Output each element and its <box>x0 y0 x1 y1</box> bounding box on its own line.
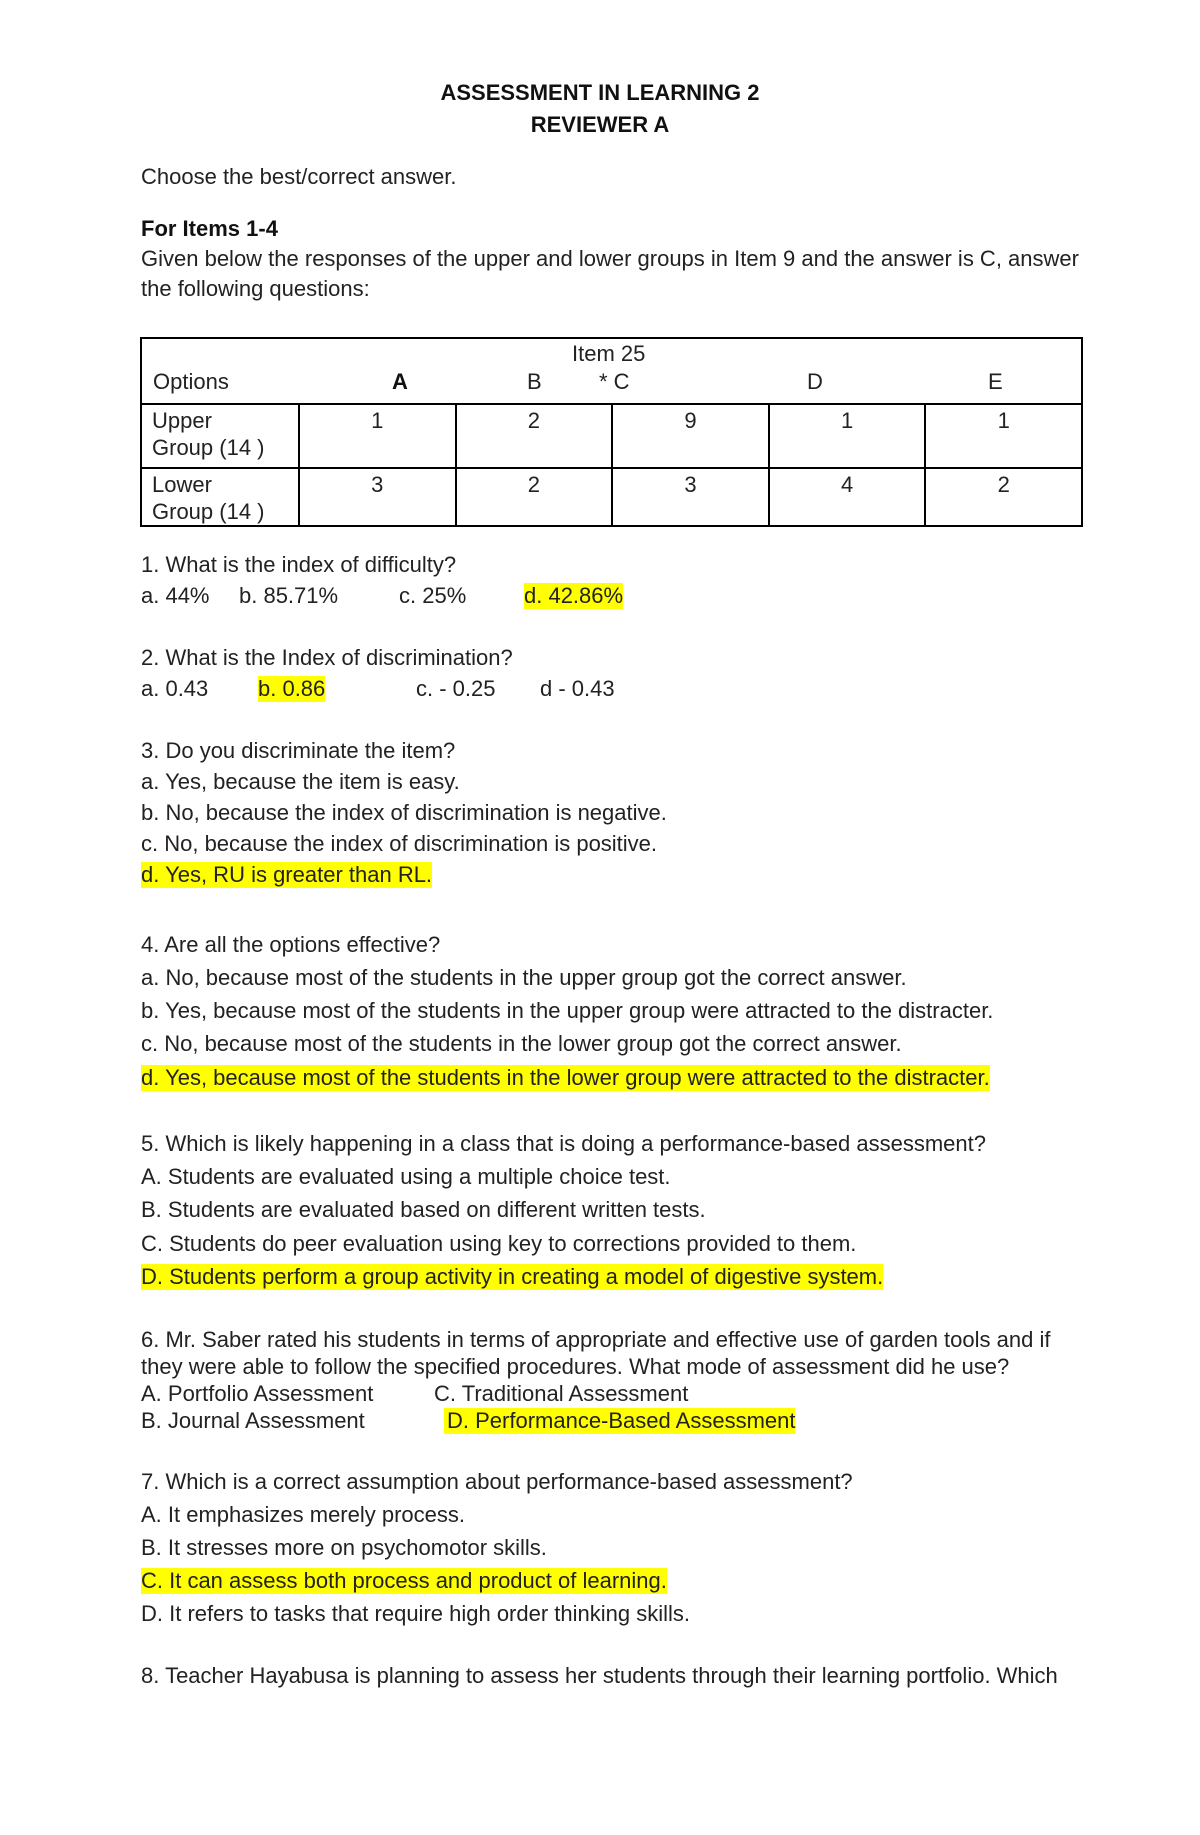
table-header-row <box>141 338 1082 404</box>
cell-upper-b: 2 <box>456 404 613 468</box>
row-label-lower: Lower Group (14 ) <box>141 468 299 526</box>
column-header-a: A <box>392 369 408 394</box>
q3-option-b: b. No, because the index of discrimination is negative. <box>141 800 667 825</box>
q7-option-b: B. It stresses more on psychomotor skills. <box>141 1535 547 1560</box>
table-row <box>141 468 1082 526</box>
column-header-e: E <box>988 369 1003 394</box>
cell-upper-e: 1 <box>925 404 1082 468</box>
q6-option-a: A. Portfolio Assessment <box>141 1381 374 1406</box>
q6-option-b: B. Journal Assessment <box>141 1408 365 1433</box>
question-7: 7. Which is a correct assumption about performance-based assessment? <box>141 1469 853 1494</box>
q5-option-c: C. Students do peer evaluation using key to corrections provided to them. <box>141 1231 857 1256</box>
cell-upper-c: 9 <box>612 404 769 468</box>
q3-option-c: c. No, because the index of discrimination is positive. <box>141 831 658 856</box>
q1-option-b: b. 85.71% <box>239 583 339 608</box>
q4-option-d-answer: d. Yes, because most of the students in the lower group were attracted to the distracter. <box>141 1065 990 1090</box>
q1-option-a: a. 44% <box>141 583 210 608</box>
cell-upper-a: 1 <box>299 404 456 468</box>
q6-option-c: C. Traditional Assessment <box>434 1381 689 1406</box>
question-5: 5. Which is likely happening in a class that is doing a performance-based assessment? <box>141 1131 987 1156</box>
q3-option-d-answer: d. Yes, RU is greater than RL. <box>141 862 433 887</box>
table-row <box>141 404 1082 468</box>
q6-option-d-answer: D. Performance-Based Assessment <box>444 1408 795 1434</box>
q2-option-b-answer: b. 0.86 <box>258 676 326 701</box>
q4-option-c: c. No, because most of the students in the lower group got the correct answer. <box>141 1031 902 1056</box>
q1-option-d-answer: d. 42.86% <box>524 583 624 608</box>
cell-lower-c: 3 <box>612 468 769 526</box>
section-intro-line1: Given below the responses of the upper and lower groups in Item 9 and the answer is C, answer <box>141 246 1079 271</box>
options-label: Options <box>153 369 229 394</box>
question-8: 8. Teacher Hayabusa is planning to assess her students through their learning portfolio. Which <box>141 1663 1058 1688</box>
document-subtitle: REVIEWER A <box>530 112 670 137</box>
q7-option-d: D. It refers to tasks that require high order thinking skills. <box>141 1601 691 1626</box>
section-intro-line2: the following questions: <box>141 276 370 301</box>
column-header-d: D <box>807 369 823 394</box>
column-header-c: * C <box>599 369 630 394</box>
item-analysis-table <box>140 337 1083 527</box>
column-header-b: B <box>527 369 542 394</box>
cell-lower-a: 3 <box>299 468 456 526</box>
cell-lower-e: 2 <box>925 468 1082 526</box>
question-1: 1. What is the index of difficulty? <box>141 552 457 577</box>
q3-option-a: a. Yes, because the item is easy. <box>141 769 460 794</box>
question-6-line2: they were able to follow the specified procedures. What mode of assessment did he use? <box>141 1354 1010 1379</box>
document-title: ASSESSMENT IN LEARNING 2 <box>440 80 760 105</box>
cell-upper-d: 1 <box>769 404 926 468</box>
q1-option-c: c. 25% <box>399 583 467 608</box>
cell-lower-d: 4 <box>769 468 926 526</box>
row-label-upper: Upper Group (14 ) <box>141 404 299 468</box>
q5-option-a: A. Students are evaluated using a multiple choice test. <box>141 1164 671 1189</box>
cell-lower-b: 2 <box>456 468 613 526</box>
q2-option-a: a. 0.43 <box>141 676 209 701</box>
question-6-line1: 6. Mr. Saber rated his students in terms of appropriate and effective use of garden tools and if <box>141 1327 1051 1352</box>
q4-option-a: a. No, because most of the students in the upper group got the correct answer. <box>141 965 907 990</box>
instruction: Choose the best/correct answer. <box>141 164 457 189</box>
q5-option-b: B. Students are evaluated based on different written tests. <box>141 1197 706 1222</box>
question-2: 2. What is the Index of discrimination? <box>141 645 513 670</box>
q5-option-d-answer: D. Students perform a group activity in creating a model of digestive system. <box>141 1264 884 1289</box>
section-heading: For Items 1-4 <box>141 216 278 241</box>
question-3: 3. Do you discriminate the item? <box>141 738 456 763</box>
q2-option-c: c. - 0.25 <box>416 676 496 701</box>
item-label: Item 25 <box>572 341 646 366</box>
q2-option-d: d - 0.43 <box>540 676 615 701</box>
q7-option-c-answer: C. It can assess both process and product of learning. <box>141 1568 667 1593</box>
question-4: 4. Are all the options effective? <box>141 932 441 957</box>
q4-option-b: b. Yes, because most of the students in the upper group were attracted to the distracter. <box>141 998 994 1023</box>
q7-option-a: A. It emphasizes merely process. <box>141 1502 466 1527</box>
